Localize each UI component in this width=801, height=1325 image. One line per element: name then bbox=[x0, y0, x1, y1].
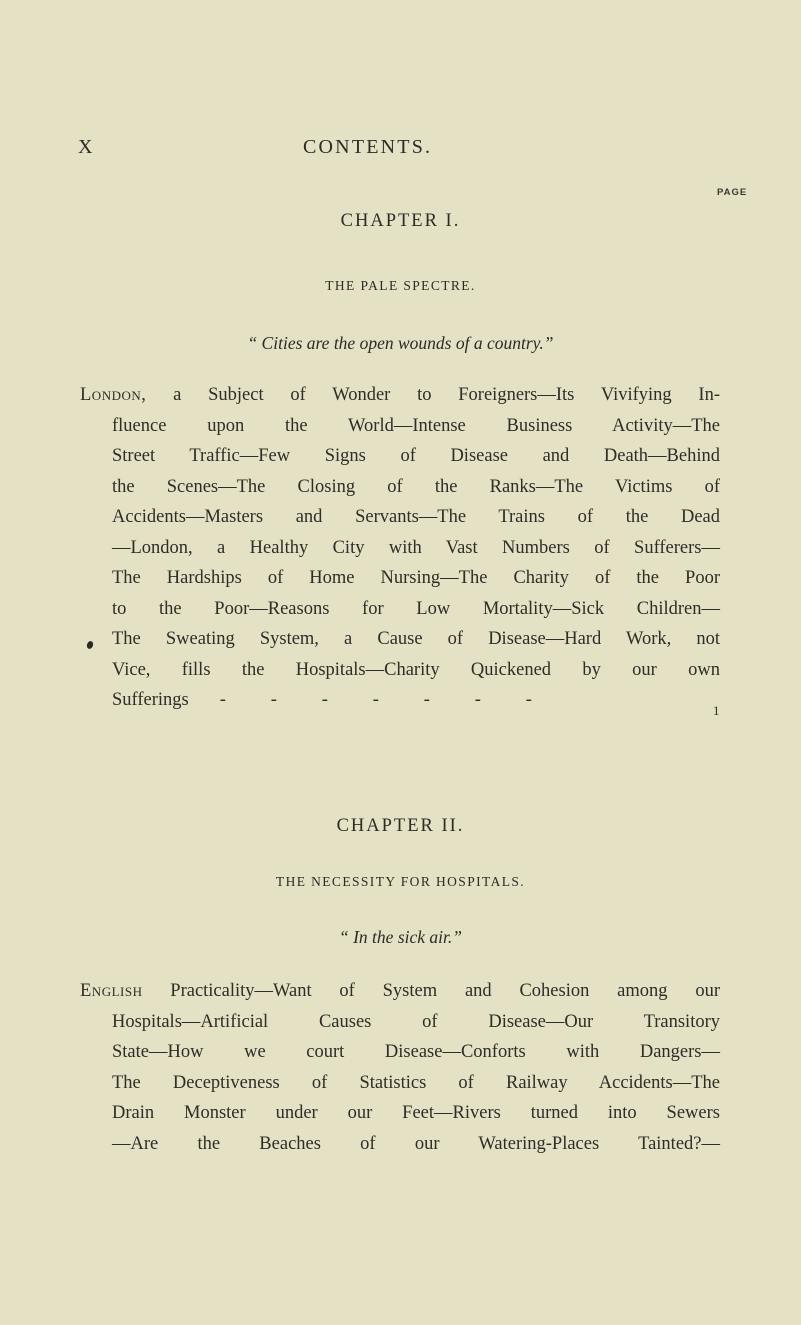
running-title: CONTENTS. bbox=[303, 136, 433, 158]
chapter-2-heading: CHAPTER II. bbox=[336, 816, 465, 836]
synopsis-line: Street Traffic—Few Signs of Disease and Death—Behind bbox=[112, 446, 720, 466]
synopsis-line bbox=[80, 685, 720, 716]
synopsis-lead: London, bbox=[80, 385, 147, 405]
leader-dash: - bbox=[372, 690, 379, 710]
chapter-1-heading: CHAPTER I. bbox=[340, 211, 461, 231]
synopsis-line: Drain Monster under our Feet—Rivers turned into Sewers bbox=[112, 1103, 720, 1123]
synopsis-line: —Are the Beaches of our Watering-Places Tainted?— bbox=[112, 1133, 720, 1154]
synopsis-line bbox=[80, 380, 720, 411]
chapter-2-synopsis bbox=[80, 976, 720, 1159]
synopsis-line: to the Poor—Reasons for Low Mortality—Sick Children— bbox=[112, 598, 720, 619]
chapter-1-subtitle: THE PALE SPECTRE. bbox=[325, 278, 476, 293]
synopsis-line bbox=[80, 976, 720, 1007]
leader-dash: - bbox=[321, 690, 328, 710]
synopsis-line: the Scenes—The Closing of the Ranks—The Victims of bbox=[112, 476, 720, 497]
dot-leaders bbox=[220, 685, 577, 716]
synopsis-line: fluence upon the World—Intense Business Activity—The bbox=[112, 415, 720, 436]
page-column-label: PAGE bbox=[717, 187, 748, 198]
synopsis-text: Practicality—Want of System and Cohesion among our bbox=[142, 981, 720, 1001]
chapter-1-motto: “ Cities are the open wounds of a country.” bbox=[247, 333, 554, 353]
leader-dash: - bbox=[474, 690, 481, 710]
leader-dash: - bbox=[270, 690, 277, 710]
chapter-1-page-number: 1 bbox=[713, 703, 720, 718]
synopsis-line: Vice, fills the Hospitals—Charity Quickened by our own bbox=[112, 659, 720, 680]
synopsis-line: The Sweating System, a Cause of Disease—Hard Work, not bbox=[112, 629, 720, 649]
synopsis-line: Accidents—Masters and Servants—The Trains of the Dead bbox=[112, 507, 720, 527]
chapter-2-motto: “ In the sick air.” bbox=[339, 927, 462, 947]
synopsis-line: The Hardships of Home Nursing—The Charity of the Poor bbox=[112, 568, 720, 588]
synopsis-line: —London, a Healthy City with Vast Numbers of Sufferers— bbox=[112, 537, 720, 558]
chapter-1-synopsis bbox=[80, 380, 720, 716]
chapter-2-subtitle: THE NECESSITY FOR HOSPITALS. bbox=[275, 874, 526, 889]
synopsis-line: State—How we court Disease—Conforts with Dangers— bbox=[112, 1042, 720, 1062]
leader-dash: - bbox=[423, 690, 430, 710]
leader-dash: - bbox=[525, 690, 532, 710]
running-head bbox=[0, 136, 801, 166]
synopsis-lead: English bbox=[80, 981, 143, 1001]
leader-dash: - bbox=[219, 690, 226, 710]
synopsis-text: Sufferings bbox=[112, 690, 189, 710]
synopsis-line: The Deceptiveness of Statistics of Railway Accidents—The bbox=[112, 1072, 720, 1093]
synopsis-line: Hospitals—Artificial Causes of Disease—Our Transitory bbox=[112, 1011, 720, 1032]
page-numeral: X bbox=[78, 136, 94, 158]
synopsis-text: a Subject of Wonder to Foreigners—Its Vivifying In- bbox=[146, 385, 720, 405]
